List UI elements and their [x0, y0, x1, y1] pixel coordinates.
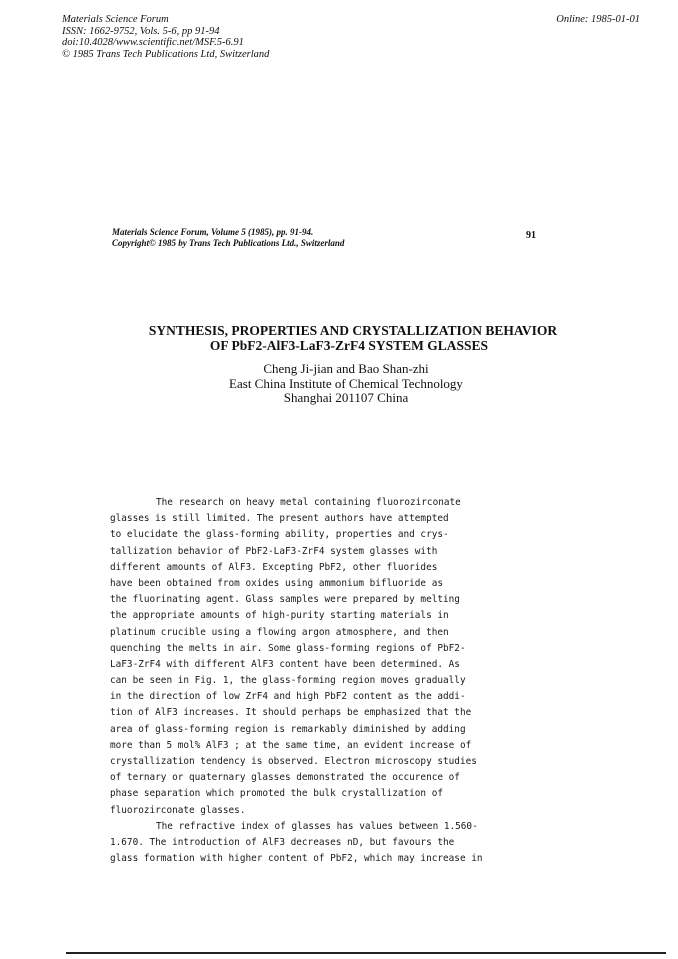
- body-line: tion of AlF3 increases. It should perhaps be emphasized that the: [110, 707, 472, 719]
- journal-name: Materials Science Forum: [62, 14, 169, 25]
- author-institution: East China Institute of Chemical Technology: [229, 375, 463, 391]
- body-line: crystallization tendency is observed. Electron microscopy studies: [110, 756, 477, 767]
- copyright-line: © 1985 Trans Tech Publications Ltd, Switzerland: [62, 48, 270, 60]
- paper-title: [0, 323, 678, 353]
- body-line: can be seen in Fig. 1, the glass-forming region moves gradually: [110, 675, 466, 687]
- body-line: have been obtained from oxides using ammonium bifluoride as: [110, 577, 444, 589]
- body-line: 1.670. The introduction of AlF3 decreases nD, but favours the: [110, 836, 455, 848]
- publication-header: [62, 14, 269, 60]
- body-text: [110, 495, 560, 867]
- body-line: in the direction of low ZrF4 and high PbF2 content as the addi-: [110, 691, 466, 703]
- body-line: of ternary or quaternary glasses demonstrated the occurence of: [110, 772, 460, 784]
- body-line: fluorozirconate glasses.: [110, 804, 246, 816]
- issn-line: ISSN: 1662-9752, Vols. 5-6, pp 91-94: [62, 25, 220, 37]
- page-number: 91: [526, 230, 536, 241]
- body-line: to elucidate the glass-forming ability, properties and crys-: [110, 529, 449, 541]
- body-line: tallization behavior of PbF2-LaF3-ZrF4 system glasses with: [110, 545, 438, 557]
- body-line: the appropriate amounts of high-purity starting materials in: [110, 610, 449, 622]
- journal-copyright: Copyright© 1985 by Trans Tech Publications Ltd., Switzerland: [112, 237, 345, 248]
- body-line: glasses is still limited. The present authors have attempted: [110, 513, 449, 525]
- title-line-2: OF PbF2-AlF3-LaF3-ZrF4 SYSTEM GLASSES: [209, 338, 489, 353]
- body-line: The refractive index of glasses has values between 1.560-: [156, 820, 478, 832]
- body-line: quenching the melts in air. Some glass-forming regions of PbF2-: [110, 642, 466, 654]
- body-line: more than 5 mol% AlF3 ; at the same time, an evident increase of: [110, 739, 472, 751]
- body-line: phase separation which promoted the bulk crystallization of: [110, 788, 444, 800]
- journal-citation-block: [112, 227, 344, 248]
- online-date: Online: 1985-01-01: [556, 14, 640, 25]
- title-line-1: SYNTHESIS, PROPERTIES AND CRYSTALLIZATION BEHAVIOR: [148, 323, 558, 338]
- body-line: The research on heavy metal containing fluorozirconate: [156, 497, 461, 508]
- bottom-rule: [66, 952, 666, 954]
- body-line: area of glass-forming region is remarkably diminished by adding: [110, 723, 466, 735]
- body-line: platinum crucible using a flowing argon atmosphere, and then: [110, 626, 449, 638]
- body-line: different amounts of AlF3. Excepting PbF2, other fluorides: [110, 561, 438, 573]
- author-names: Cheng Ji-jian and Bao Shan-zhi: [263, 361, 429, 376]
- author-block: [0, 362, 678, 406]
- doi-line: doi:10.4028/www.scientific.net/MSF.5-6.91: [62, 37, 244, 49]
- author-address: Shanghai 201107 China: [283, 390, 409, 405]
- body-line: LaF3-ZrF4 with different AlF3 content have been determined. As: [110, 658, 460, 670]
- body-line: the fluorinating agent. Glass samples were prepared by melting: [110, 594, 460, 606]
- body-line: glass formation with higher content of PbF2, which may increase in: [110, 853, 483, 865]
- journal-citation: Materials Science Forum, Volume 5 (1985), pp. 91-94.: [112, 227, 314, 237]
